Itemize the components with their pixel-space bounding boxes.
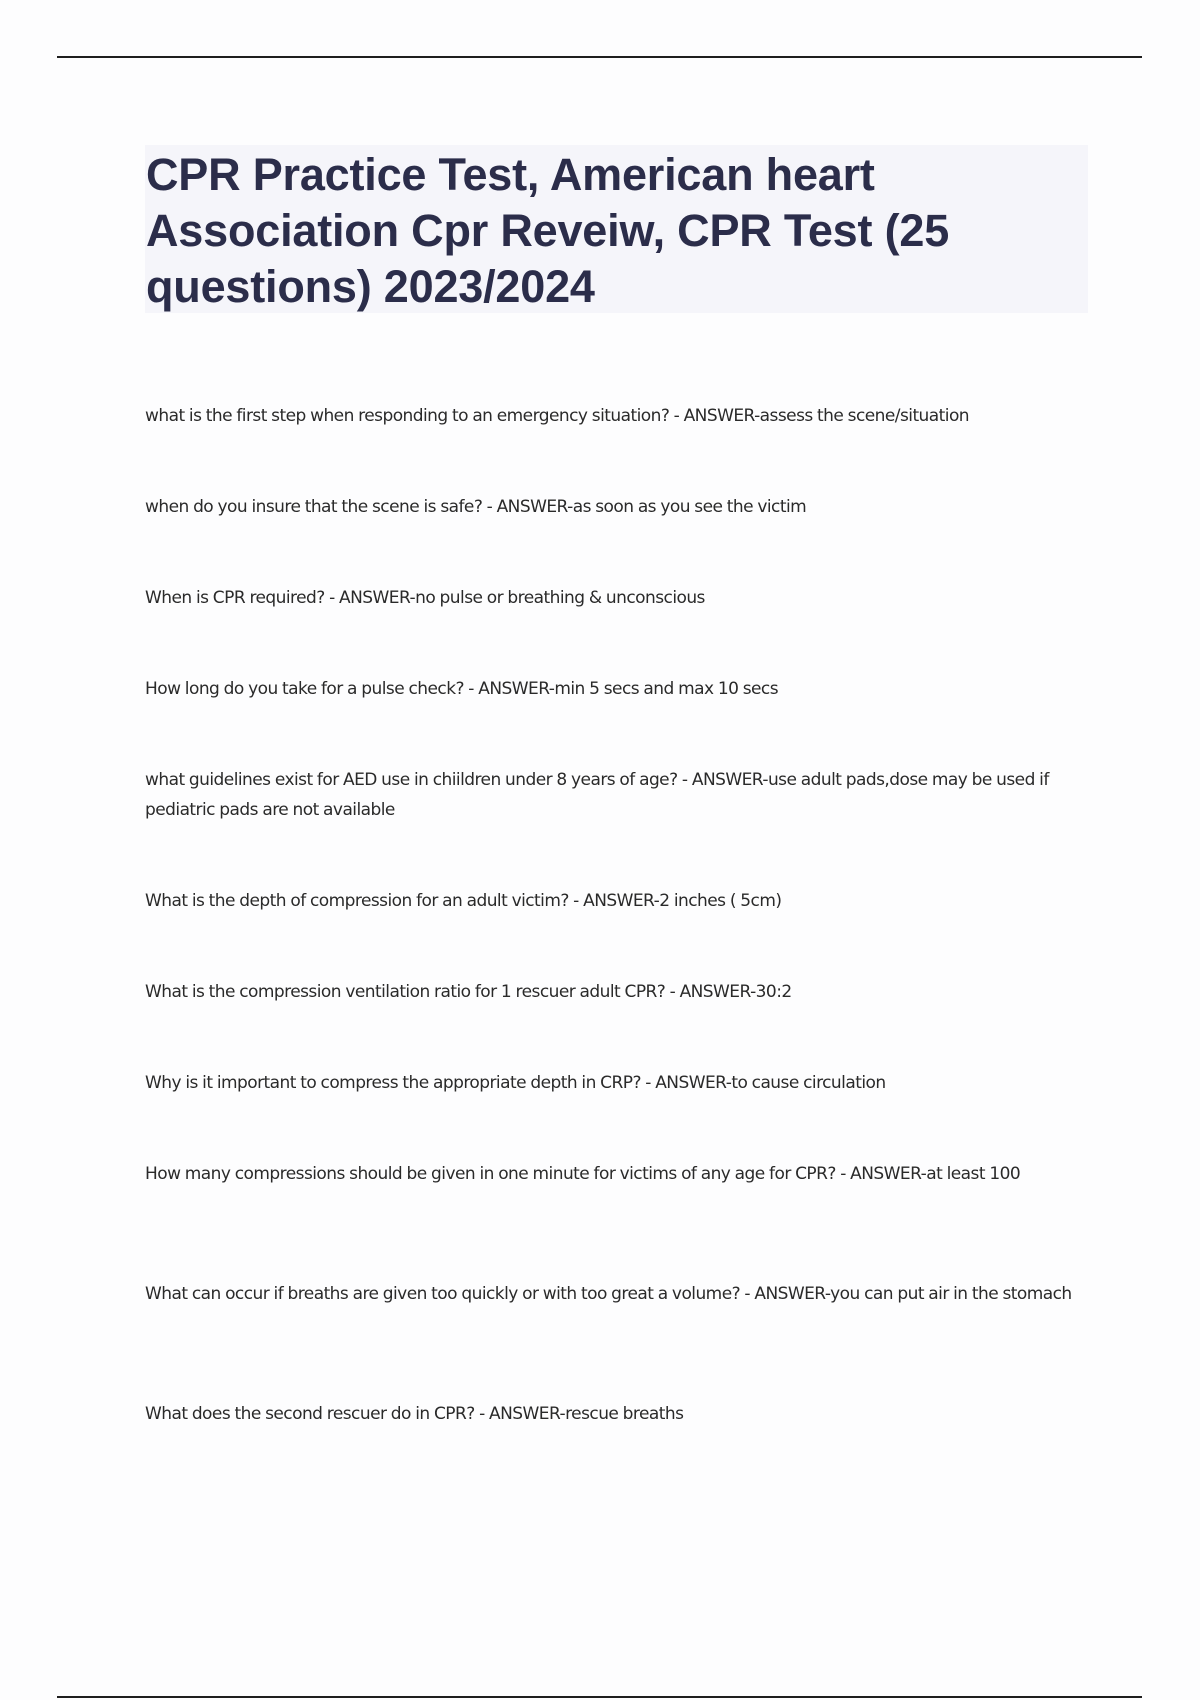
header-rule	[57, 56, 1142, 58]
qa-item-7: What is the compression ventilation ratio for 1 rescuer adult CPR? - ANSWER-30:2	[145, 982, 792, 1002]
qa-item-9: How many compressions should be given in one minute for victims of any age for CPR? - ANSWER-at least 100	[145, 1164, 1021, 1184]
qa-item-5: what guidelines exist for AED use in chiildren under 8 years of age? - ANSWER-use adult pads,dose may be used if pediatric pads are not available	[145, 770, 1049, 820]
footer-rule	[57, 1696, 1142, 1698]
qa-item-2: when do you insure that the scene is safe? - ANSWER-as soon as you see the victim	[145, 497, 807, 517]
qa-item-3: When is CPR required? - ANSWER-no pulse or breathing & unconscious	[145, 588, 705, 608]
qa-item-10: What can occur if breaths are given too quickly or with too great a volume? - ANSWER-you can put air in the stomach	[145, 1284, 1072, 1304]
qa-item-4: How long do you take for a pulse check? - ANSWER-min 5 secs and max 10 secs	[145, 679, 779, 699]
title-block	[145, 145, 1088, 313]
qa-item-11: What does the second rescuer do in CPR? - ANSWER-rescue breaths	[145, 1404, 684, 1424]
document-title: CPR Practice Test, American heart Association Cpr Reveiw, CPR Test (25 questions) 2023/2024	[146, 149, 950, 312]
qa-item-6: What is the depth of compression for an adult victim? - ANSWER-2 inches ( 5cm)	[145, 891, 782, 911]
qa-item-8: Why is it important to compress the appropriate depth in CRP? - ANSWER-to cause circulation	[145, 1073, 886, 1093]
qa-item-1: what is the first step when responding to an emergency situation? - ANSWER-assess the scene/situation	[145, 406, 970, 426]
